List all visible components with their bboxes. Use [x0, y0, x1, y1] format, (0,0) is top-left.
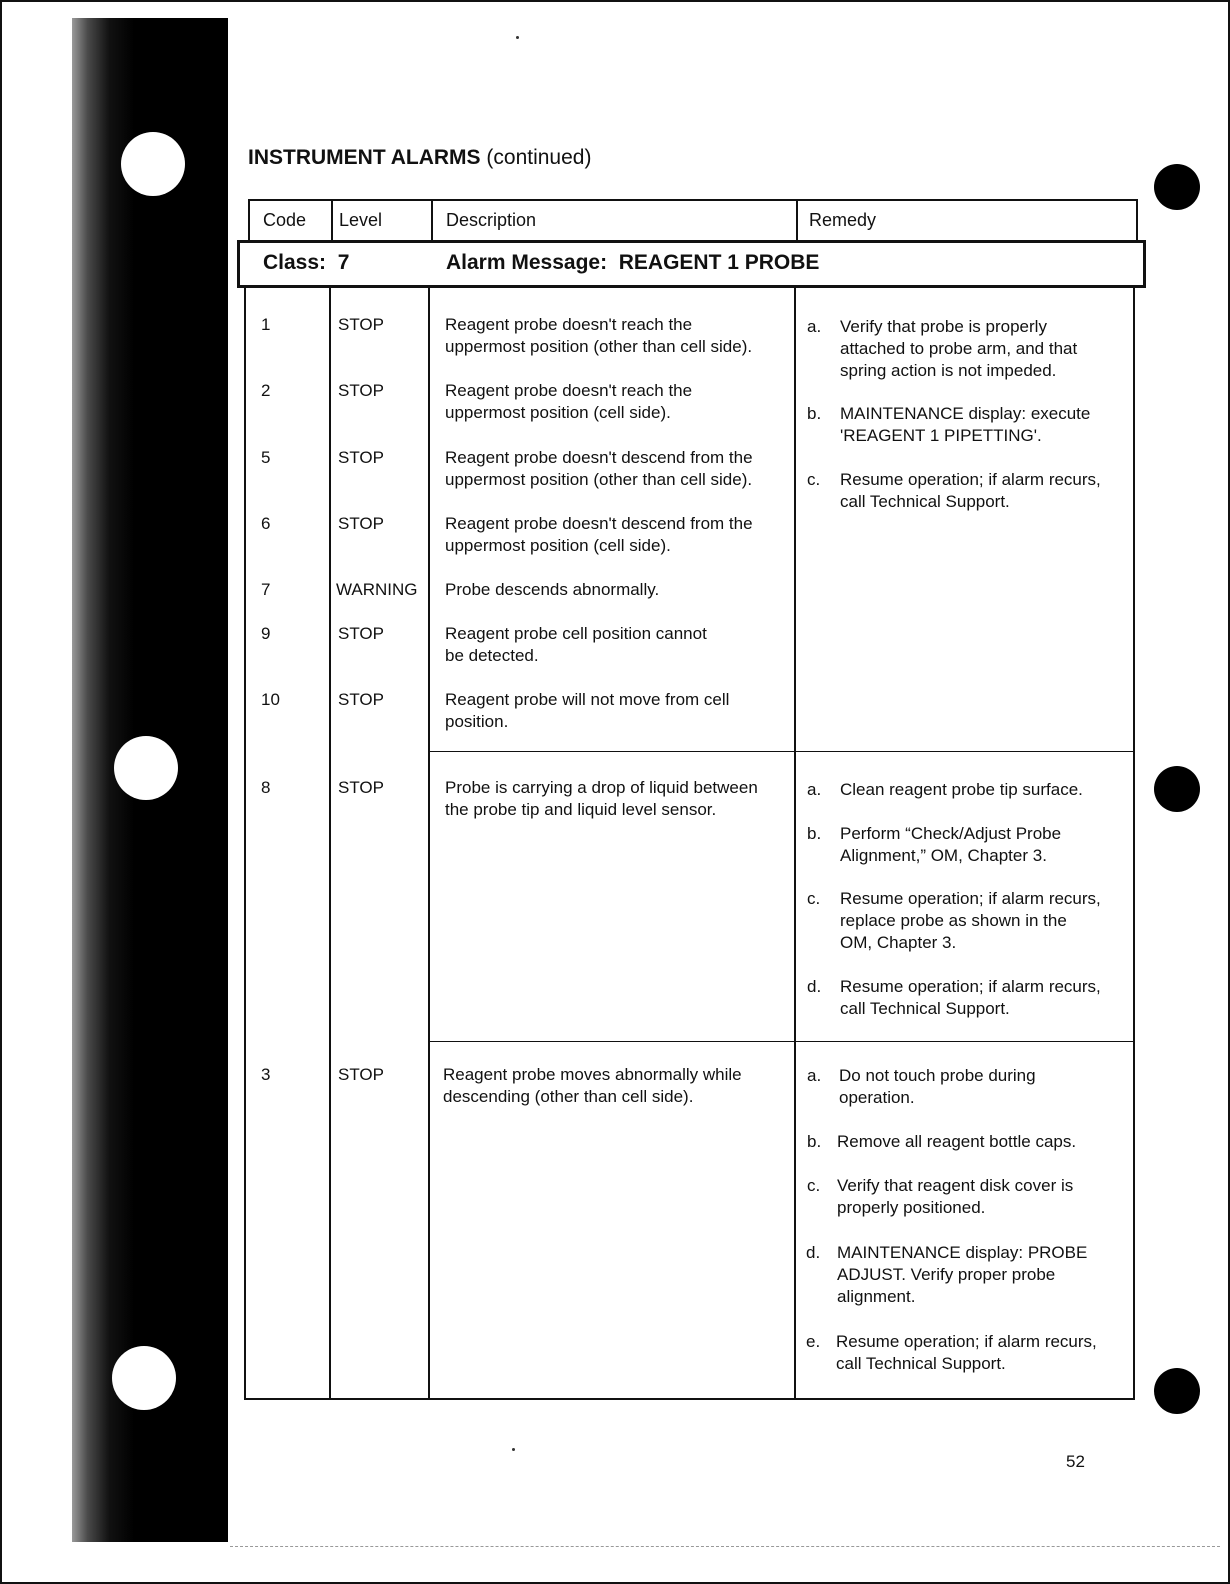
header-remedy: Remedy [809, 210, 877, 230]
punch-hole-bottom-left [112, 1346, 176, 1410]
remedy-letter: b. [807, 404, 822, 423]
remedy-text: Verify that probe is properly attached to probe arm, and that spring action is not impeded. [840, 317, 1078, 380]
remedy-text: Remove all reagent bottle caps. [837, 1132, 1077, 1151]
description-cell: Reagent probe doesn't descend from the uppermost position (cell side). [445, 514, 753, 555]
remedy-text: MAINTENANCE display: execute 'REAGENT 1 PIPETTING'. [840, 404, 1091, 445]
alarm-message: Alarm Message: REAGENT 1 PROBE [446, 251, 820, 274]
level-cell: WARNING [336, 580, 418, 599]
header-level: Level [339, 210, 383, 230]
remedy-text: Resume operation; if alarm recurs, call Technical Support. [840, 977, 1101, 1018]
remedy-letter: a. [807, 317, 822, 336]
page-title-bold: INSTRUMENT ALARMS [248, 146, 481, 169]
description-cell: Reagent probe moves abnormally while descending (other than cell side). [443, 1065, 742, 1106]
remedy-letter: c. [807, 470, 821, 489]
code-cell: 2 [261, 381, 271, 400]
header-description: Description [446, 210, 537, 230]
level-cell: STOP [338, 1065, 384, 1084]
level-cell: STOP [338, 624, 384, 643]
punch-hole-top-left [121, 132, 185, 196]
code-cell: 5 [261, 448, 271, 467]
punch-hole-mid-right [1154, 766, 1200, 812]
remedy-letter: e. [806, 1332, 821, 1351]
remedy-text: Resume operation; if alarm recurs, replace probe as shown in the OM, Chapter 3. [840, 889, 1101, 952]
remedy-letter: d. [806, 1243, 821, 1262]
speck [512, 1448, 515, 1451]
page-title-rest: (continued) [486, 146, 592, 169]
description-cell: Reagent probe doesn't reach the uppermost position (cell side). [445, 381, 693, 422]
level-cell: STOP [338, 315, 384, 334]
class-label: Class: 7 [263, 251, 350, 274]
code-cell: 1 [261, 315, 271, 334]
description-cell: Reagent probe doesn't reach the uppermost position (other than cell side). [445, 315, 753, 356]
punch-hole-top-right [1154, 164, 1200, 210]
level-cell: STOP [338, 778, 384, 797]
remedy-text: Resume operation; if alarm recurs, call Technical Support. [836, 1332, 1097, 1373]
level-cell: STOP [338, 514, 384, 533]
description-cell: Reagent probe cell position cannot be detected. [445, 624, 707, 665]
remedy-letter: d. [807, 977, 822, 996]
code-cell: 7 [261, 580, 271, 599]
remedy-text: Resume operation; if alarm recurs, call Technical Support. [840, 470, 1101, 511]
description-cell: Probe descends abnormally. [445, 580, 660, 599]
page-title [248, 146, 591, 170]
remedy-text: MAINTENANCE display: PROBE ADJUST. Verify proper probe alignment. [837, 1243, 1088, 1306]
description-cell: Reagent probe doesn't descend from the uppermost position (other than cell side). [445, 448, 753, 489]
description-cell: Probe is carrying a drop of liquid between the probe tip and liquid level sensor. [445, 778, 758, 819]
code-cell: 10 [261, 690, 280, 709]
punch-hole-mid-left [114, 736, 178, 800]
remedy-text: Clean reagent probe tip surface. [840, 780, 1083, 799]
scan-edge-dashes [230, 1546, 1220, 1547]
level-cell: STOP [338, 448, 384, 467]
code-cell: 8 [261, 778, 271, 797]
remedy-letter: a. [807, 1066, 822, 1085]
remedy-letter: a. [807, 780, 822, 799]
punch-hole-bottom-right [1154, 1368, 1200, 1414]
remedy-text: Do not touch probe during operation. [839, 1066, 1036, 1107]
remedy-letter: c. [807, 889, 821, 908]
speck [516, 36, 519, 39]
remedy-text: Verify that reagent disk cover is properly positioned. [837, 1176, 1074, 1217]
remedy-letter: b. [807, 824, 822, 843]
remedy-text: Perform “Check/Adjust Probe Alignment,” OM, Chapter 3. [840, 824, 1062, 865]
code-cell: 9 [261, 624, 271, 643]
level-cell: STOP [338, 690, 384, 709]
code-cell: 6 [261, 514, 271, 533]
level-cell: STOP [338, 381, 384, 400]
remedy-letter: c. [807, 1176, 821, 1195]
header-code: Code [263, 210, 307, 230]
remedy-letter: b. [807, 1132, 822, 1151]
page-number: 52 [1066, 1452, 1085, 1471]
description-cell: Reagent probe will not move from cell position. [445, 690, 730, 731]
code-cell: 3 [261, 1065, 271, 1084]
